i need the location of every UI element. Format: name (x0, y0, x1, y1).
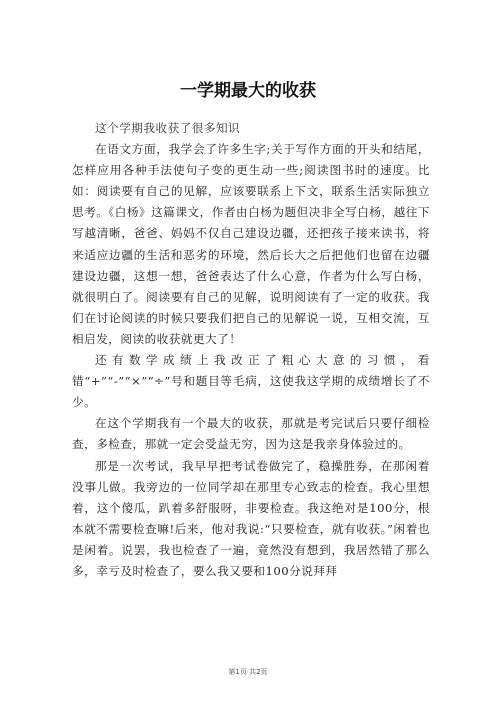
paragraph-biggest-gain: 在这个学期我有一个最大的收获，那就是考完试后只要仔细检查，多检查，那就一定会受益无穷，因为这是我亲身体验过的。 (72, 416, 430, 452)
document-title: 一学期最大的收获 (180, 81, 316, 101)
page-number-footer: 第1页 共2页 (228, 668, 268, 676)
document-body (72, 118, 430, 582)
paragraph-intro: 这个学期我收获了很多知识 (95, 121, 241, 135)
paragraph-chinese: 在语文方面，我学会了许多生字;关于写作方面的开头和结尾，怎样应用各种手法使句子变的更生动一些;阅读图书时的速度。比如：阅读要有自己的见解，应该要联系上下文，联系生活实际独立思考。《白杨》这篇课文，作者由白杨为题但决非全写白杨，越往下写越清晰，爸爸、妈妈不仅自己建设边疆，还把孩子接来读书，将来适应边疆的生活和恶劣的环境，然后长大之后把他们也留在边疆建设边疆，这想一想，爸爸表达了什么心意，作者为什么写白杨，就很明白了。阅读要有自己的见解，说明阅读有了一定的收获。我们在讨论阅读的时候只要我们把自己的见解说一说，互相交流，互相启发，阅读的收获就更大了！ (72, 142, 430, 346)
paragraph-math: 还有数学成绩上我改正了粗心大意的习惯，看错“+”“-”“×”“÷”号和题目等毛病，这使我这学期的成绩增长了不少。 (72, 353, 430, 410)
paragraph-exam-story: 那是一次考试，我早早把考试卷做完了，稳操胜券，在那闲着没事儿做。我旁边的一位同学却在那里专心致志的检查。我心里想着，这个傻瓜，趴着多舒服呀，非要检查。我这绝对是100分，根本就不需要检查嘛!后来，他对我说:“只要检查，就有收获。”闲着也是闲着。说罢，我也检查了一遍，竟然没有想到，我居然错了那么多，幸亏及时检查了，要么我又要和100分说拜拜 (72, 458, 430, 578)
